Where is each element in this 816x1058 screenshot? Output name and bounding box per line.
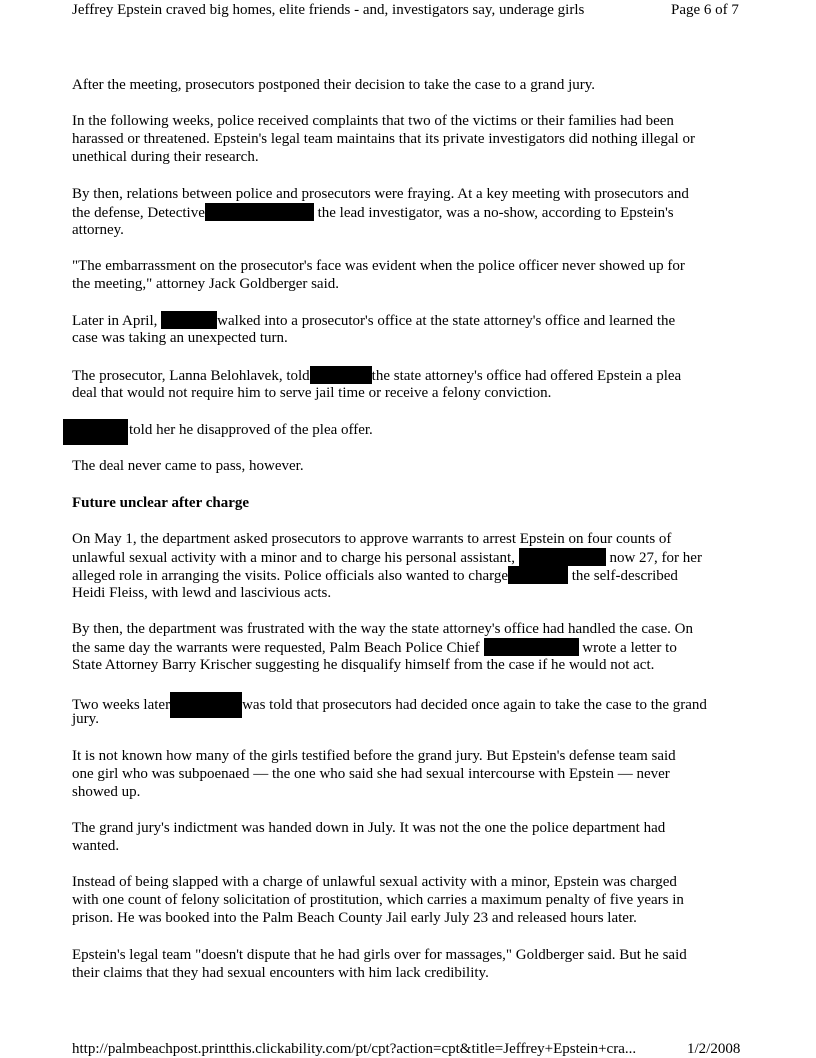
text-segment: the defense, Detective: [72, 205, 205, 221]
text-line: [72, 311, 744, 329]
text-line: showed up.: [72, 784, 141, 800]
text-line: jury.: [72, 711, 99, 727]
section-heading: [72, 494, 744, 512]
text-line: told her he disapproved of the plea offer.: [129, 422, 373, 438]
text-line: On May 1, the department asked prosecutors to approve warrants to arrest Epstein on four counts of: [72, 531, 672, 547]
text-line: the meeting," attorney Jack Goldberger said.: [72, 276, 340, 292]
text-segment: Two weeks later: [72, 697, 171, 713]
redaction-box: [519, 548, 606, 566]
paragraph-1: [72, 76, 744, 94]
text-segment: was told that prosecutors had decided once again to take the case to the grand: [242, 697, 707, 713]
text-line: [72, 203, 744, 221]
paragraph-10: [72, 620, 744, 674]
text-line: State Attorney Barry Krischer suggesting he disqualify himself from the case if he would not act.: [72, 657, 655, 673]
text-line: By then, relations between police and prosecutors were fraying. At a key meeting with prosecutors and: [72, 186, 689, 202]
text-segment: the self-described: [567, 568, 678, 584]
text-line: In the following weeks, police received complaints that two of the victims or their families had been: [72, 113, 674, 129]
redaction-box: [310, 366, 372, 384]
text-segment: the lead investigator, was a no-show, according to Epstein's: [313, 205, 674, 221]
text-line: [72, 692, 744, 713]
paragraph-7: [129, 421, 529, 439]
text-line: [72, 566, 744, 584]
text-line: [72, 366, 744, 384]
text-line: one girl who was subpoenaed — the one who said she had sexual intercourse with Epstein — never: [72, 766, 670, 782]
text-line: Heidi Fleiss, with lewd and lascivious acts.: [72, 585, 332, 601]
redaction-box: [63, 419, 128, 445]
text-line: Instead of being slapped with a charge of unlawful sexual activity with a minor, Epstein was charged: [72, 874, 677, 890]
text-line: The deal never came to pass, however.: [72, 458, 304, 474]
text-line: "The embarrassment on the prosecutor's face was evident when the police officer never showed up for: [72, 258, 685, 274]
paragraph-15: [72, 946, 744, 982]
text-line: harassed or threatened. Epstein's legal team maintains that its private investigators did nothing illegal or: [72, 131, 695, 147]
text-segment: walked into a prosecutor's office at the state attorney's office and learned the: [217, 313, 676, 329]
text-segment: the state attorney's office had offered Epstein a plea: [371, 368, 682, 384]
text-segment: now 27, for her: [605, 550, 702, 566]
text-line: with one count of felony solicitation of prostitution, which carries a maximum penalty of five years in: [72, 892, 684, 908]
text-line: deal that would not require him to serve jail time or receive a felony conviction.: [72, 385, 552, 401]
redaction-box: [170, 692, 242, 718]
text-line: unethical during their research.: [72, 149, 259, 165]
text-line: [72, 638, 744, 656]
text-line: wanted.: [72, 838, 120, 854]
paragraph-2: [72, 112, 744, 166]
paragraph-8: [72, 457, 744, 475]
paragraph-5: [72, 311, 744, 347]
text-segment: The prosecutor, Lanna Belohlavek, told: [72, 368, 310, 384]
text-line: their claims that they had sexual encounters with him lack credibility.: [72, 965, 489, 981]
paragraph-3: [72, 185, 744, 239]
paragraph-6: [72, 366, 744, 402]
paragraph-11: [72, 692, 744, 728]
text-segment: unlawful sexual activity with a minor and to charge his personal assistant,: [72, 550, 519, 566]
paragraph-14: [72, 873, 744, 927]
page-header-title: Jeffrey Epstein craved big homes, elite friends - and, investigators say, underage girls: [72, 2, 585, 18]
paragraph-13: [72, 819, 744, 855]
text-segment: wrote a letter to: [578, 640, 677, 656]
redaction-box: [205, 203, 314, 221]
text-line: case was taking an unexpected turn.: [72, 330, 288, 346]
text-line: [72, 548, 744, 566]
text-line: attorney.: [72, 222, 124, 238]
text-line: The grand jury's indictment was handed down in July. It was not the one the police department had: [72, 820, 666, 836]
text-line: It is not known how many of the girls testified before the grand jury. But Epstein's defense team said: [72, 748, 676, 764]
text-line: After the meeting, prosecutors postponed their decision to take the case to a grand jury.: [72, 77, 596, 93]
redaction-box: [484, 638, 579, 656]
text-line: Epstein's legal team "doesn't dispute that he had girls over for massages," Goldberger said. But he said: [72, 947, 687, 963]
text-line: By then, the department was frustrated with the way the state attorney's office had handled the case. On: [72, 621, 693, 637]
page-number: Page 6 of 7: [671, 2, 739, 18]
paragraph-9: [72, 530, 744, 602]
heading-text: Future unclear after charge: [72, 495, 250, 511]
paragraph-4: [72, 257, 744, 293]
text-line: prison. He was booked into the Palm Beach County Jail early July 23 and released hours later.: [72, 910, 637, 926]
redaction-box: [508, 566, 568, 584]
redaction-box: [161, 311, 217, 329]
footer-url: http://palmbeachpost.printthis.clickability.com/pt/cpt?action=cpt&title=Jeffrey+Epstein+cra...: [72, 1041, 637, 1057]
footer-date: 1/2/2008: [687, 1041, 741, 1057]
paragraph-12: [72, 747, 744, 801]
text-segment: alleged role in arranging the visits. Police officials also wanted to charge: [72, 568, 508, 584]
text-segment: the same day the warrants were requested, Palm Beach Police Chief: [72, 640, 484, 656]
text-segment: Later in April,: [72, 313, 162, 329]
